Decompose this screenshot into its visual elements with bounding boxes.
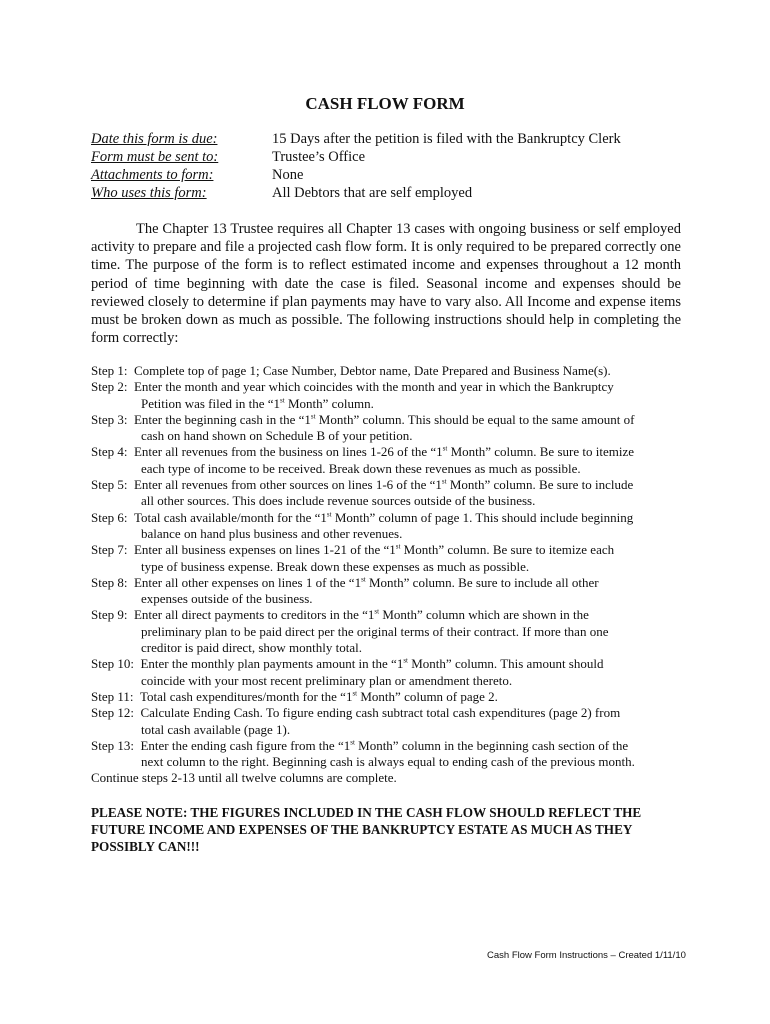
- step-label: Step 13:: [91, 737, 141, 753]
- step-continuation: cash on hand shown on Schedule B of your petition.: [141, 428, 413, 444]
- step-item: [91, 444, 691, 460]
- meta-row-attachments: [91, 166, 621, 184]
- step-item: [91, 510, 691, 526]
- meta-value: Trustee’s Office: [272, 149, 366, 165]
- step-continuation: preliminary plan to be paid direct per the original terms of their contract. If more than one: [141, 623, 609, 639]
- step-continuation: next column to the right. Beginning cash is always equal to ending cash of the previous month.: [141, 754, 635, 770]
- step-item: [91, 689, 691, 705]
- form-meta-table: [91, 130, 621, 202]
- meta-value: None: [272, 167, 304, 183]
- meta-key: Attachments to form:: [91, 167, 214, 183]
- step-continuation: total cash available (page 1).: [141, 721, 291, 737]
- step-text: Enter the month and year which coincides with the month and year in which the Bankruptcy: [133, 379, 614, 395]
- page-title: CASH FLOW FORM: [305, 94, 465, 113]
- step-item: [91, 575, 691, 591]
- continue-text: Continue steps 2-13 until all twelve columns are complete.: [91, 770, 397, 786]
- step-item: [91, 363, 691, 379]
- intro-paragraph: The Chapter 13 Trustee requires all Chapter 13 cases with ongoing business or self employed activity to prepare and file a projected cash flow form. It is only required to be prepared correctly one time. The purpose of the form is to reflect estimated income and expenses throughout a 12 month period of time beginning with date the case is filed. Seasonal income and expenses should be reviewed closely to determine if plan payments may have to vary also. All Income and expense items must be broken down as much as possible. The following instructions should help in completing the form correctly:: [91, 221, 681, 347]
- meta-key: Who uses this form:: [91, 185, 207, 201]
- step-text: Enter all revenues from the business on lines 1-26 of the “1st Month” column. Be sure to itemize: [133, 444, 634, 460]
- meta-key: Date this form is due:: [91, 131, 218, 147]
- step-continuation: all other sources. This does include revenue sources outside of the business.: [141, 493, 536, 509]
- step-text: Enter all direct payments to creditors in the “1st Month” column which are shown in the: [133, 607, 589, 623]
- step-item: [91, 656, 691, 672]
- step-item: [91, 607, 691, 623]
- meta-value: 15 Days after the petition is filed with the Bankruptcy Clerk: [272, 131, 621, 147]
- step-label: Step 9:: [91, 607, 134, 623]
- step-text: Calculate Ending Cash. To figure ending cash subtract total cash expenditures (page 2) from: [140, 705, 621, 721]
- step-continuation: each type of income to be received. Break down these revenues as much as possible.: [141, 460, 581, 476]
- step-continuation: Petition was filed in the “1st Month” column.: [141, 395, 374, 411]
- step-label: Step 10:: [91, 656, 141, 672]
- step-label: Step 3:: [91, 411, 134, 427]
- step-text: Enter all other expenses on lines 1 of the “1st Month” column. Be sure to include all other: [133, 574, 599, 590]
- meta-row-who-uses: [91, 184, 621, 202]
- step-text: Enter the monthly plan payments amount in the “1st Month” column. This amount should: [140, 656, 604, 672]
- step-continuation: coincide with your most recent preliminary plan or amendment thereto.: [141, 672, 513, 688]
- step-item: [91, 412, 691, 428]
- step-label: Step 12:: [91, 705, 141, 721]
- meta-row-due: [91, 130, 621, 148]
- step-text: Enter all revenues from other sources on lines 1-6 of the “1st Month” column. Be sure to include: [133, 477, 634, 493]
- step-text: Total cash expenditures/month for the “1st Month” column of page 2.: [140, 688, 498, 704]
- step-text: Total cash available/month for the “1st Month” column of page 1. This should include beginning: [133, 509, 634, 525]
- meta-key: Form must be sent to:: [91, 149, 219, 165]
- step-label: Step 2:: [91, 379, 134, 395]
- step-item: [91, 542, 691, 558]
- step-label: Step 4:: [91, 444, 134, 460]
- step-label: Step 1:: [91, 363, 134, 378]
- step-continuation: expenses outside of the business.: [141, 591, 313, 607]
- meta-value: All Debtors that are self employed: [272, 185, 473, 201]
- step-item: [91, 738, 691, 754]
- step-label: Step 5:: [91, 477, 134, 493]
- step-label: Step 7:: [91, 542, 134, 558]
- step-item: [91, 477, 691, 493]
- meta-row-sent-to: [91, 148, 621, 166]
- step-label: Step 11:: [91, 688, 140, 704]
- step-continuation: balance on hand plus business and other revenues.: [141, 525, 403, 541]
- page-footer: Cash Flow Form Instructions – Created 1/11/10: [487, 950, 686, 961]
- please-note: PLEASE NOTE: THE FIGURES INCLUDED IN THE CASH FLOW SHOULD REFLECT THE FUTURE INCOME AND EXPENSES OF THE BANKRUPTCY ESTATE AS MUCH AS THEY POSSIBLY CAN!!!: [91, 805, 642, 854]
- step-label: Step 6:: [91, 509, 134, 525]
- step-label: Step 8:: [91, 574, 134, 590]
- step-item: [91, 705, 691, 721]
- step-continuation: type of business expense. Break down these expenses as much as possible.: [141, 558, 530, 574]
- step-continuation: creditor is paid direct, show monthly total.: [141, 640, 362, 656]
- steps-list: [91, 363, 691, 787]
- step-text: Enter the ending cash figure from the “1st Month” column in the beginning cash section of the: [140, 737, 629, 753]
- step-item: [91, 379, 691, 395]
- step-text: Complete top of page 1; Case Number, Debtor name, Date Prepared and Business Name(s).: [133, 363, 611, 378]
- step-text: Enter the beginning cash in the “1st Month” column. This should be equal to the same amount of: [133, 411, 635, 427]
- step-text: Enter all business expenses on lines 1-21 of the “1st Month” column. Be sure to itemize each: [133, 542, 615, 558]
